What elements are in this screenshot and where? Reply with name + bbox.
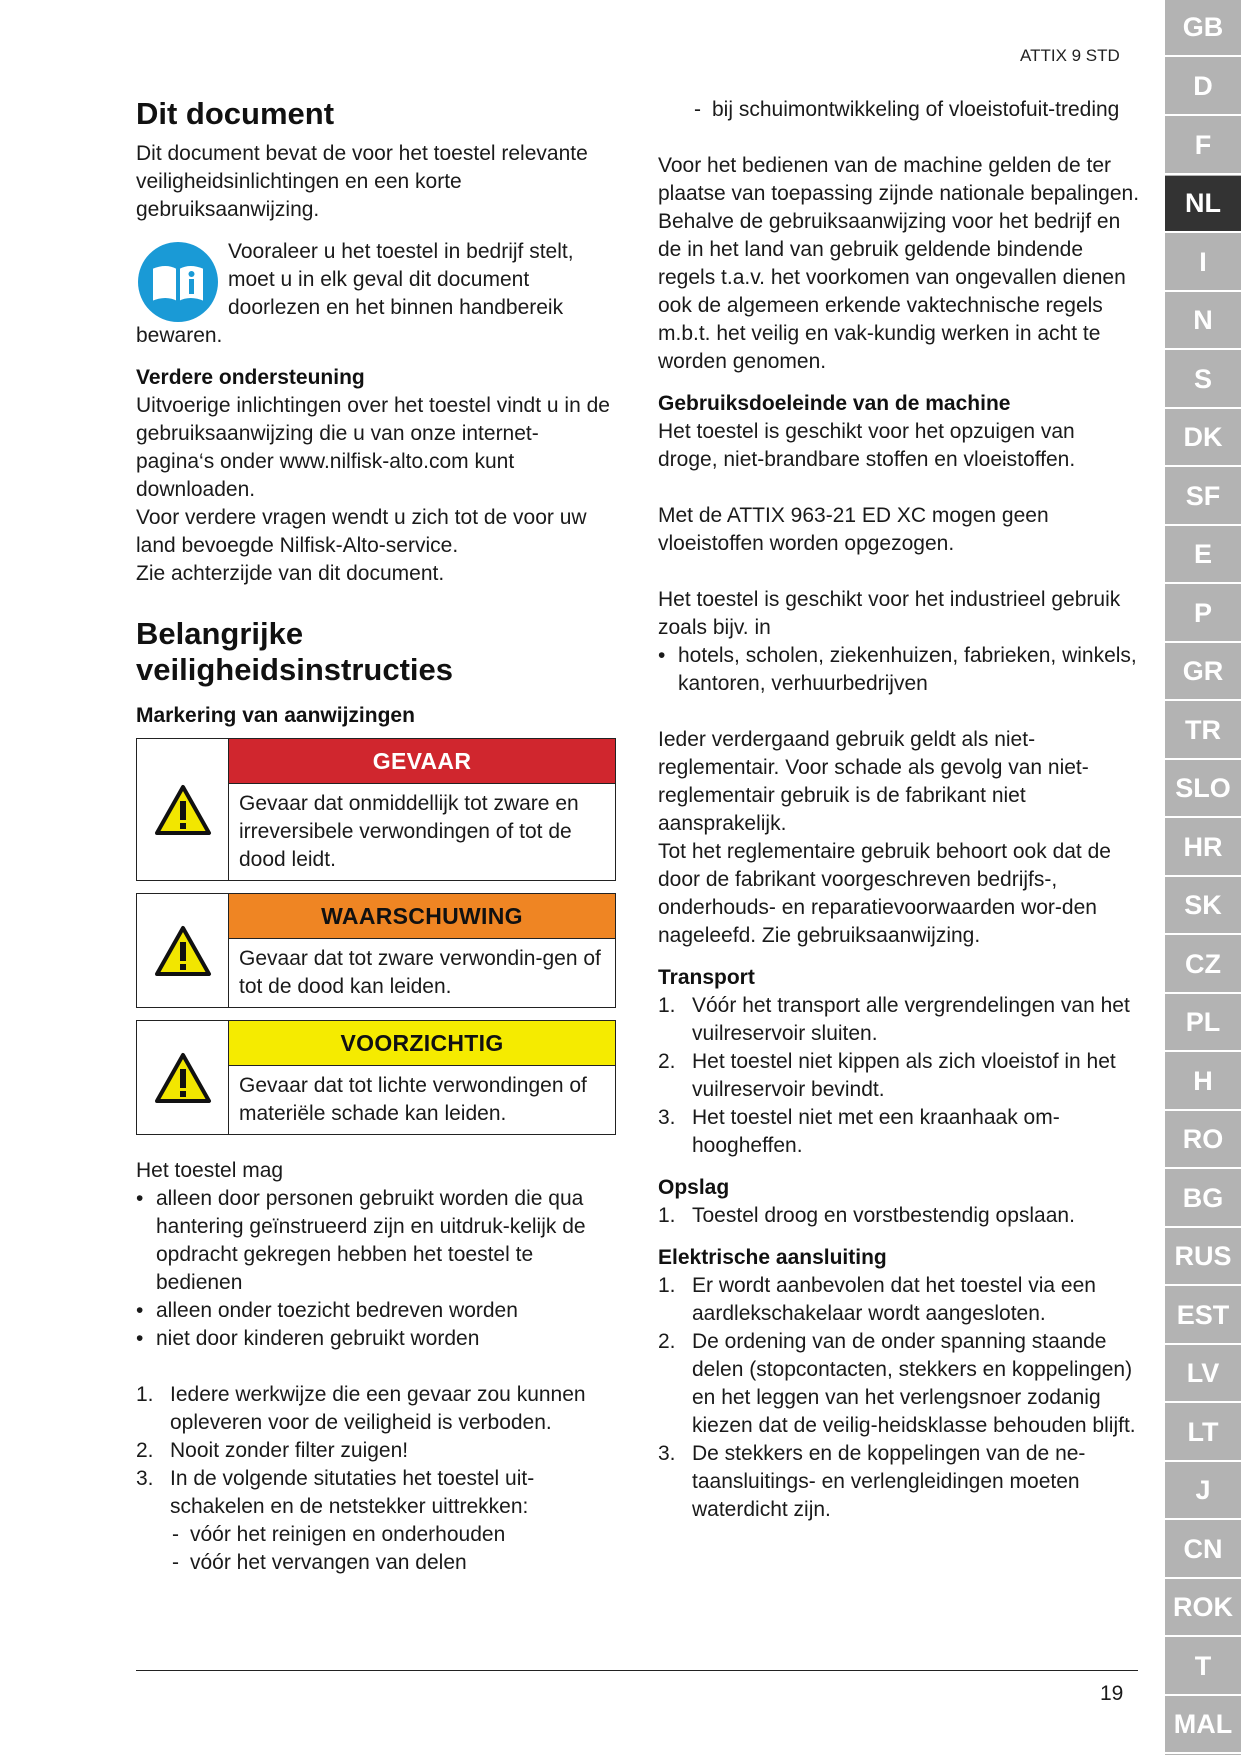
tab-lang[interactable]: SK xyxy=(1165,878,1241,935)
tab-lang[interactable]: LV xyxy=(1165,1346,1241,1403)
tab-lang[interactable]: S xyxy=(1165,352,1241,409)
marking-title: Markering van aanwijzingen xyxy=(136,704,415,727)
language-tab-bar xyxy=(1165,0,1241,1755)
storage-title: Opslag xyxy=(658,1176,730,1199)
tab-lang[interactable]: PL xyxy=(1165,995,1241,1052)
electric-title: Elektrische aansluiting xyxy=(658,1246,887,1269)
tab-lang[interactable]: HR xyxy=(1165,820,1241,877)
tab-lang[interactable]: CN xyxy=(1165,1522,1241,1579)
list-item: • hotels, scholen, ziekenhuizen, fabrieken, winkels, kantoren, verhuurbedrijven xyxy=(658,642,1140,698)
support-paragraph: Voor verdere vragen wendt u zich tot de voor uw land bevoegde Nilfisk-Alto-service. xyxy=(136,506,587,557)
doc-paragraph: Dit document bevat de voor het toestel relevante veiligheidsinlichtingen en een korte gebruiksaanwijzing. xyxy=(136,142,588,221)
tab-lang[interactable]: N xyxy=(1165,293,1241,350)
sub-list-continued xyxy=(658,96,1140,124)
paragraph: Voor het bedienen van de machine gelden de ter plaatse van toepassing zijnde nationale bepalingen. xyxy=(658,154,1140,205)
paragraph: Behalve de gebruiksaanwijzing voor het bedrijf en de in het land van gebruik geldende bindende regels t.a.v. het voorkomen van ongevallen dienen ook de algemeen erkende vaktechnische regels m.b.t. het veilig en vak-kundig werken in acht te worden genomen. xyxy=(658,210,1126,373)
tab-lang[interactable]: GB xyxy=(1165,0,1241,57)
warning-box-caution xyxy=(136,1020,616,1135)
list-item: 3. In de volgende situtaties het toestel uit-schakelen en de netstekker uittrekken: - vóór het reinigen en onderhouden - vóór het vervangen van delen xyxy=(136,1465,616,1577)
sub-list-item: - bij schuimontwikkeling of vloeistofuit-treding xyxy=(692,96,1140,124)
warning-text: Gevaar dat onmiddellijk tot zware en irreversibele verwondingen of tot de dood leidt. xyxy=(239,792,579,871)
may-intro: Het toestel mag xyxy=(136,1159,284,1182)
sub-list-item: - vóór het vervangen van delen xyxy=(170,1549,616,1577)
tab-lang[interactable]: ROK xyxy=(1165,1580,1241,1637)
list-item: 1. Iedere werkwijze die een gevaar zou kunnen opleveren voor de veiligheid is verboden. xyxy=(136,1383,586,1434)
tab-lang[interactable]: T xyxy=(1165,1639,1241,1696)
electric-list xyxy=(658,1272,1140,1524)
tab-lang[interactable]: GR xyxy=(1165,644,1241,701)
manual-info-icon xyxy=(136,240,220,324)
paragraph: Ieder verdergaand gebruik geldt als niet-reglementair. Voor schade als gevolg van niet-reglementair gebruik is de fabrikant niet aansprakelijk. xyxy=(658,728,1089,835)
tab-lang[interactable]: D xyxy=(1165,59,1241,116)
tab-lang[interactable]: P xyxy=(1165,586,1241,643)
warning-label: GEVAAR xyxy=(229,739,615,784)
list-item: 3. De stekkers en de koppelingen van de ne-taansluitings- en verlengleidingen moeten waterdicht zijn. xyxy=(658,1442,1086,1521)
warning-text: Gevaar dat tot zware verwondin-gen of tot de dood kan leiden. xyxy=(239,947,601,998)
model-name: ATTIX 9 STD xyxy=(1020,46,1120,65)
list-item: 1. Er wordt aanbevolen dat het toestel via een aardlekschakelaar wordt aangesloten. xyxy=(658,1274,1096,1325)
sub-list xyxy=(170,1521,616,1577)
info-line: bewaren. xyxy=(136,324,223,347)
info-line: moet u in elk geval dit document xyxy=(228,268,530,291)
paragraph: Tot het reglementaire gebruik behoort ook dat de door de fabrikant voorgeschreven bedrijfs-, onderhouds- en reparatievoorwaarden wor-den nageleefd. Zie gebruiksaanwijzing. xyxy=(658,840,1111,947)
tab-lang[interactable]: RUS xyxy=(1165,1229,1241,1286)
tab-lang[interactable]: EST xyxy=(1165,1288,1241,1345)
tab-lang[interactable]: H xyxy=(1165,1054,1241,1111)
tab-lang[interactable]: E xyxy=(1165,527,1241,584)
tab-lang[interactable]: I xyxy=(1165,235,1241,292)
list-item: 1. Toestel droog en vorstbestendig opslaan. xyxy=(658,1204,1075,1227)
support-title: Verdere ondersteuning xyxy=(136,366,365,389)
info-line: Vooraleer u het toestel in bedrijf stelt, xyxy=(228,240,574,263)
rules-list xyxy=(136,1381,616,1577)
transport-list xyxy=(658,992,1140,1160)
info-note xyxy=(136,238,616,350)
doc-title: Dit document xyxy=(136,96,335,131)
tab-lang[interactable]: DK xyxy=(1165,410,1241,467)
safety-title: veiligheidsinstructies xyxy=(136,652,453,687)
list-item: • niet door kinderen gebruikt worden xyxy=(136,1325,616,1353)
list-item: • alleen door personen gebruikt worden die qua hantering geïnstrueerd zijn en uitdruk-kelijk de opdracht gekregen hebben het toestel te bedienen xyxy=(136,1185,616,1297)
purpose-title: Gebruiksdoeleinde van de machine xyxy=(658,392,1011,415)
list-item: • alleen onder toezicht bedreven worden xyxy=(136,1297,616,1325)
left-column xyxy=(136,96,616,1577)
tab-lang[interactable]: BG xyxy=(1165,1171,1241,1228)
page-number: 19 xyxy=(1100,1682,1124,1705)
warning-label: WAARSCHUWING xyxy=(229,894,615,939)
paragraph: Met de ATTIX 963-21 ED XC mogen geen vloeistoffen worden opgezogen. xyxy=(658,504,1049,555)
usage-list xyxy=(658,642,1140,698)
list-item: 2. De ordening van de onder spanning staande delen (stopcontacten, stekkers en koppelingen) en het leggen van het verlengsnoer zodanig kiezen dat de veilig-heidsklasse behouden blijft. xyxy=(658,1330,1136,1437)
list-item: 1. Vóór het transport alle vergrendelingen van het vuilreservoir sluiten. xyxy=(658,994,1130,1045)
warning-label: VOORZICHTIG xyxy=(229,1021,615,1066)
tab-lang[interactable]: F xyxy=(1165,118,1241,175)
tab-lang[interactable]: SLO xyxy=(1165,761,1241,818)
warning-text: Gevaar dat tot lichte verwondingen of materiële schade kan leiden. xyxy=(239,1074,587,1125)
paragraph: Het toestel is geschikt voor het industrieel gebruik zoals bijv. in xyxy=(658,588,1121,639)
warning-box-danger xyxy=(136,738,616,881)
list-item: 3. Het toestel niet met een kraanhaak om-hoogheffen. xyxy=(658,1106,1060,1157)
sub-list-item: - vóór het reinigen en onderhouden xyxy=(170,1521,616,1549)
warning-triangle-icon xyxy=(137,1021,229,1134)
footer-divider xyxy=(136,1670,1138,1671)
info-line: doorlezen en het binnen handbereik xyxy=(228,296,564,319)
tab-lang[interactable]: RO xyxy=(1165,1112,1241,1169)
tab-lang[interactable]: TR xyxy=(1165,703,1241,760)
transport-title: Transport xyxy=(658,966,755,989)
list-item: 2. Het toestel niet kippen als zich vloeistof in het vuilreservoir bevindt. xyxy=(658,1050,1116,1101)
storage-list xyxy=(658,1202,1140,1230)
safety-title: Belangrijke xyxy=(136,616,304,651)
tab-lang[interactable]: CZ xyxy=(1165,937,1241,994)
support-paragraph: Uitvoerige inlichtingen over het toestel vindt u in de gebruiksaanwijzing die u van onze internet-pagina‘s onder www.nilfisk-alto.com kunt downloaden. xyxy=(136,394,610,501)
tab-lang[interactable]: LT xyxy=(1165,1405,1241,1462)
list-item: 2. Nooit zonder filter zuigen! xyxy=(136,1439,409,1462)
right-column xyxy=(658,96,1140,1524)
tab-lang-active[interactable]: NL xyxy=(1165,176,1241,233)
tab-lang[interactable]: J xyxy=(1165,1463,1241,1520)
tab-lang[interactable]: MAL xyxy=(1165,1697,1241,1754)
paragraph: Het toestel is geschikt voor het opzuigen van droge, niet-brandbare stoffen en vloeistoffen. xyxy=(658,420,1076,471)
warning-triangle-icon xyxy=(137,894,229,1007)
support-paragraph: Zie achterzijde van dit document. xyxy=(136,562,445,585)
warning-triangle-icon xyxy=(137,739,229,880)
may-list xyxy=(136,1185,616,1353)
warning-box-warning xyxy=(136,893,616,1008)
tab-lang[interactable]: SF xyxy=(1165,469,1241,526)
